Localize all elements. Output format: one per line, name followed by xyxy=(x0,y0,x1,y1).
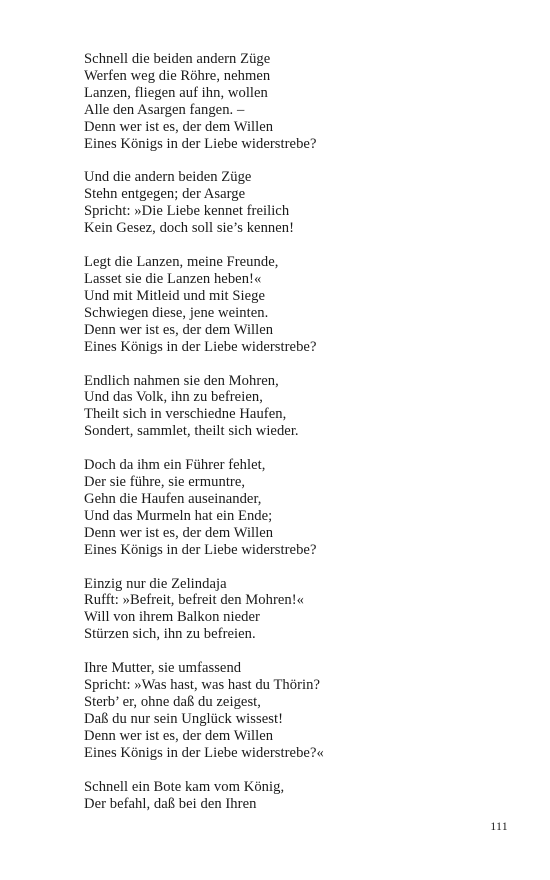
verse-line: Gehn die Haufen auseinander, xyxy=(84,490,262,507)
verse-line: Rufft: »Befreit, befreit den Mohren!« xyxy=(84,592,305,609)
stanza-3 xyxy=(84,254,504,355)
verse-line: Lanzen, fliegen auf ihn, wollen xyxy=(84,84,268,101)
verse-line: Denn wer ist es, der dem Willen xyxy=(84,524,274,541)
verse-line: Eines Königs in der Liebe widerstrebe? xyxy=(84,338,317,355)
verse-line: Denn wer ist es, der dem Willen xyxy=(84,321,274,338)
verse-line: Theilt sich in verschiedne Haufen, xyxy=(84,406,287,423)
verse-line: Stehn entgegen; der Asarge xyxy=(84,186,246,203)
verse-line: Und mit Mitleid und mit Siege xyxy=(84,287,266,304)
verse-line: Stürzen sich, ihn zu befreien. xyxy=(84,626,256,643)
stanza-2 xyxy=(84,169,504,237)
poem-text xyxy=(84,51,504,829)
verse-line: Sondert, sammlet, theilt sich wieder. xyxy=(84,423,299,440)
verse-line: Eines Königs in der Liebe widerstrebe? xyxy=(84,135,317,152)
verse-line: Und das Murmeln hat ein Ende; xyxy=(84,507,273,524)
verse-line: Legt die Lanzen, meine Freunde, xyxy=(84,254,279,271)
verse-line: Will von ihrem Balkon nieder xyxy=(84,609,260,626)
verse-line: Werfen weg die Röhre, nehmen xyxy=(84,67,271,84)
verse-line: Spricht: »Die Liebe kennet freilich xyxy=(84,203,290,220)
page-number: 111 xyxy=(490,821,508,833)
stanza-6 xyxy=(84,576,504,644)
stanza-1 xyxy=(84,51,504,152)
verse-line: Der befahl, daß bei den Ihren xyxy=(84,795,257,812)
verse-line: Alle den Asargen fangen. – xyxy=(84,101,245,118)
verse-line: Daß du nur sein Unglück wissest! xyxy=(84,710,283,727)
verse-line: Lasset sie die Lanzen heben!« xyxy=(84,270,262,287)
verse-line: Denn wer ist es, der dem Willen xyxy=(84,118,274,135)
verse-line: Eines Königs in der Liebe widerstrebe?« xyxy=(84,744,324,761)
verse-line: Doch da ihm ein Führer fehlet, xyxy=(84,457,266,474)
stanza-5 xyxy=(84,457,504,558)
stanza-4 xyxy=(84,373,504,441)
verse-line: Ihre Mutter, sie umfassend xyxy=(84,660,242,677)
verse-line: Schnell die beiden andern Züge xyxy=(84,51,271,67)
verse-line: Einzig nur die Zelindaja xyxy=(84,575,227,592)
verse-line: Endlich nahmen sie den Mohren, xyxy=(84,372,279,389)
verse-line: Spricht: »Was hast, was hast du Thörin? xyxy=(84,677,320,694)
verse-line: Der sie führe, sie ermuntre, xyxy=(84,474,246,491)
verse-line: Und die andern beiden Züge xyxy=(84,169,252,186)
verse-line: Schwiegen diese, jene weinten. xyxy=(84,304,269,321)
verse-line: Und das Volk, ihn zu befreien, xyxy=(84,389,263,406)
verse-line: Schnell ein Bote kam vom König, xyxy=(84,778,285,795)
stanza-8 xyxy=(84,779,504,813)
stanza-7 xyxy=(84,660,504,761)
verse-line: Kein Gesez, doch soll sie’s kennen! xyxy=(84,220,295,237)
verse-line: Sterb’ er, ohne daß du zeigest, xyxy=(84,694,261,710)
verse-line: Denn wer ist es, der dem Willen xyxy=(84,727,274,744)
verse-line: Eines Königs in der Liebe widerstrebe? xyxy=(84,541,317,558)
